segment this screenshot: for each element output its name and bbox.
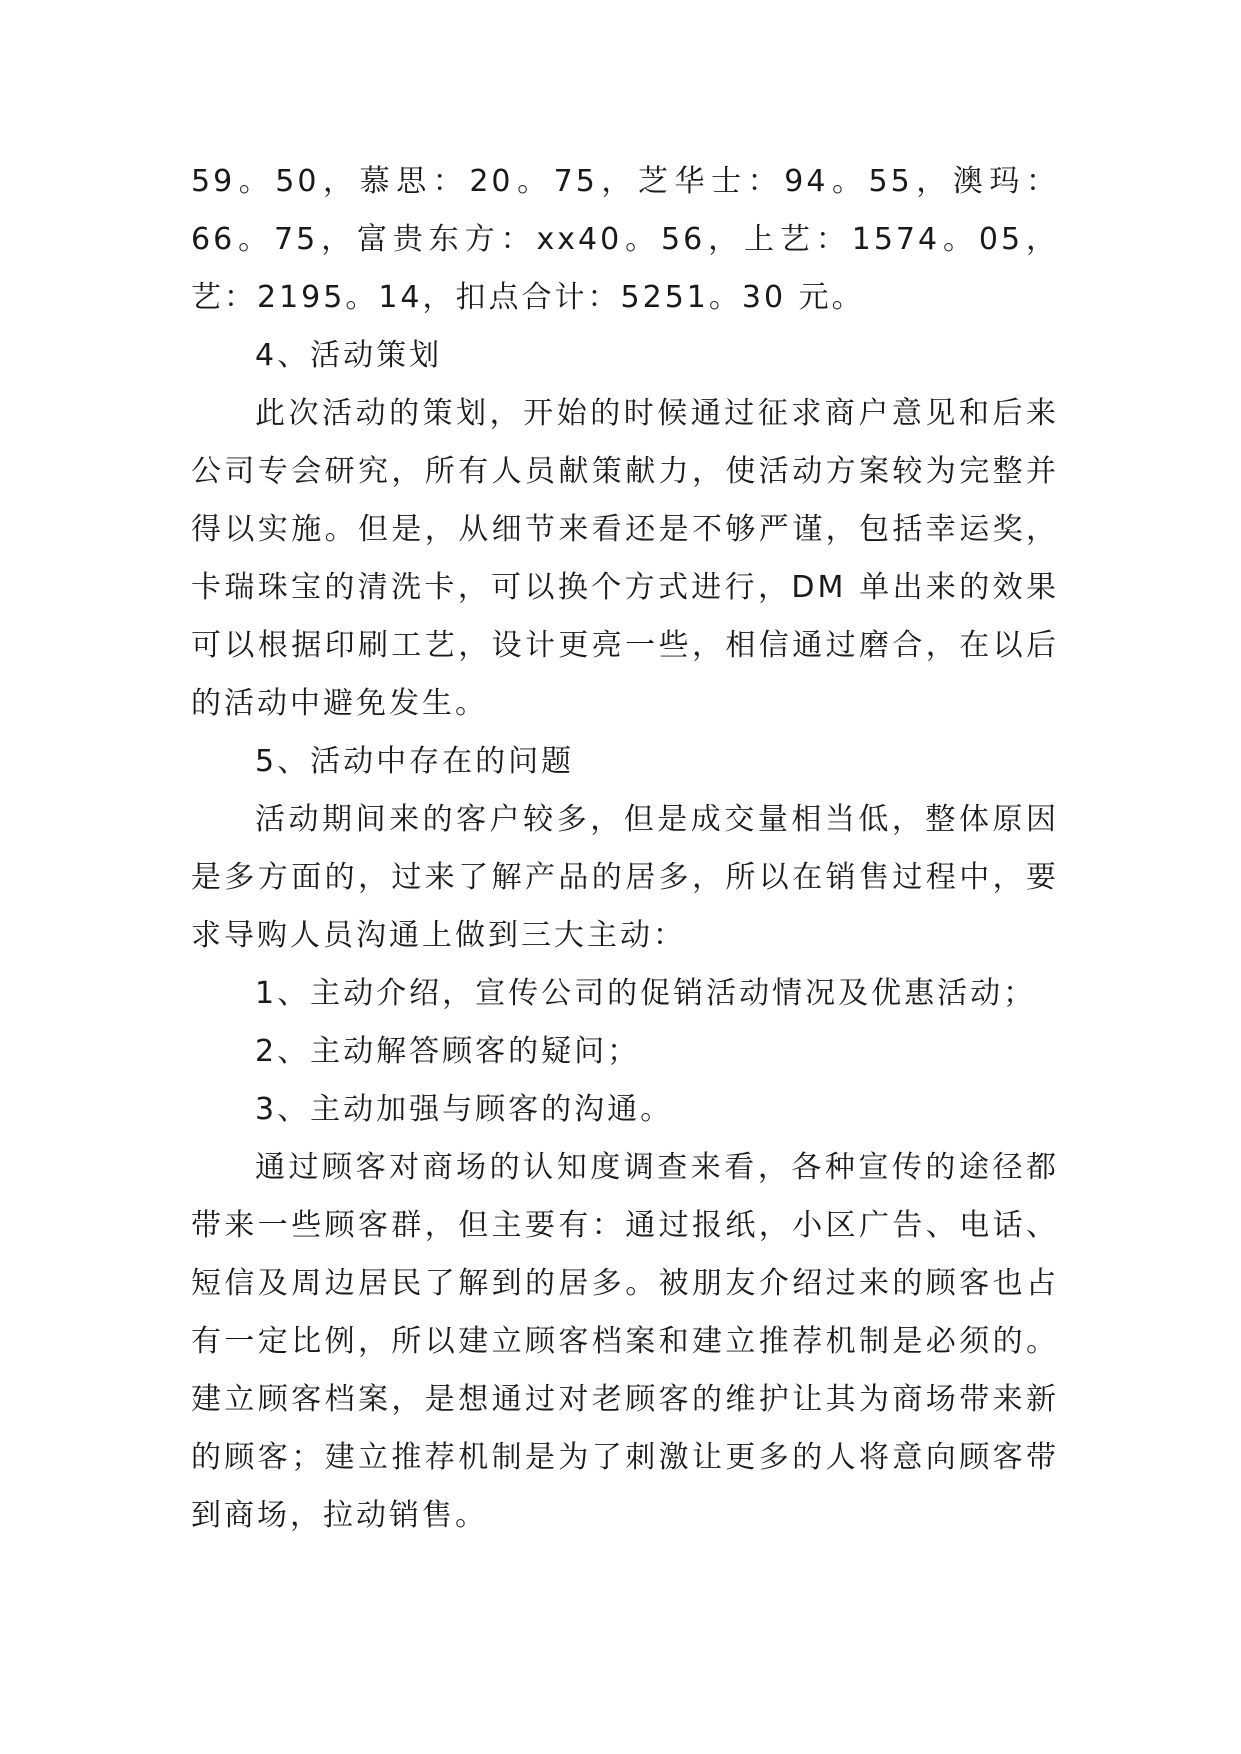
- paragraph-customer-channels: 通过顾客对商场的认知度调查来看，各种宣传的途径都带来一些顾客群，但主要有：通过报纸，小区广告、电话、短信及周边居民了解到的居多。被朋友介绍过来的顾客也占有一定比例，所以建立顾客档案和建立推荐机制是必须的。建立顾客档案，是想通过对老顾客的维护让其为商场带来新的顾客；建立推荐机制是为了刺激让更多的人将意向顾客带到商场，拉动销售。: [191, 1150, 1059, 1533]
- section-heading-activity-problems: 5、活动中存在的问题: [255, 744, 575, 779]
- document-body: [191, 153, 1059, 1545]
- paragraph-activity-problems: 活动期间来的客户较多，但是成交量相当低，整体原因是多方面的，过来了解产品的居多，所以在销售过程中，要求导购人员沟通上做到三大主动：: [191, 802, 1059, 953]
- list-item-3: 3、主动加强与顾客的沟通。: [255, 1092, 674, 1127]
- list-item-1: 1、主动介绍，宣传公司的促销活动情况及优惠活动；: [255, 976, 1037, 1011]
- section-heading-activity-planning: 4、活动策划: [255, 338, 443, 373]
- list-item-2: 2、主动解答顾客的疑问；: [255, 1034, 641, 1069]
- paragraph-sales-figures: 59。50，慕思：20。75，芝华士：94。55，澳玛：66。75，富贵东方：xx40。56，上艺：1574。05，艺：2195。14，扣点合计：5251。30 元。: [191, 164, 1059, 315]
- paragraph-activity-planning: 此次活动的策划，开始的时候通过征求商户意见和后来公司专会研究，所有人员献策献力，使活动方案较为完整并得以实施。但是，从细节来看还是不够严谨，包括幸运奖，卡瑞珠宝的清洗卡，可以换个方式进行，DM 单出来的效果可以根据印刷工艺，设计更亮一些，相信通过磨合，在以后的活动中避免发生。: [191, 396, 1059, 721]
